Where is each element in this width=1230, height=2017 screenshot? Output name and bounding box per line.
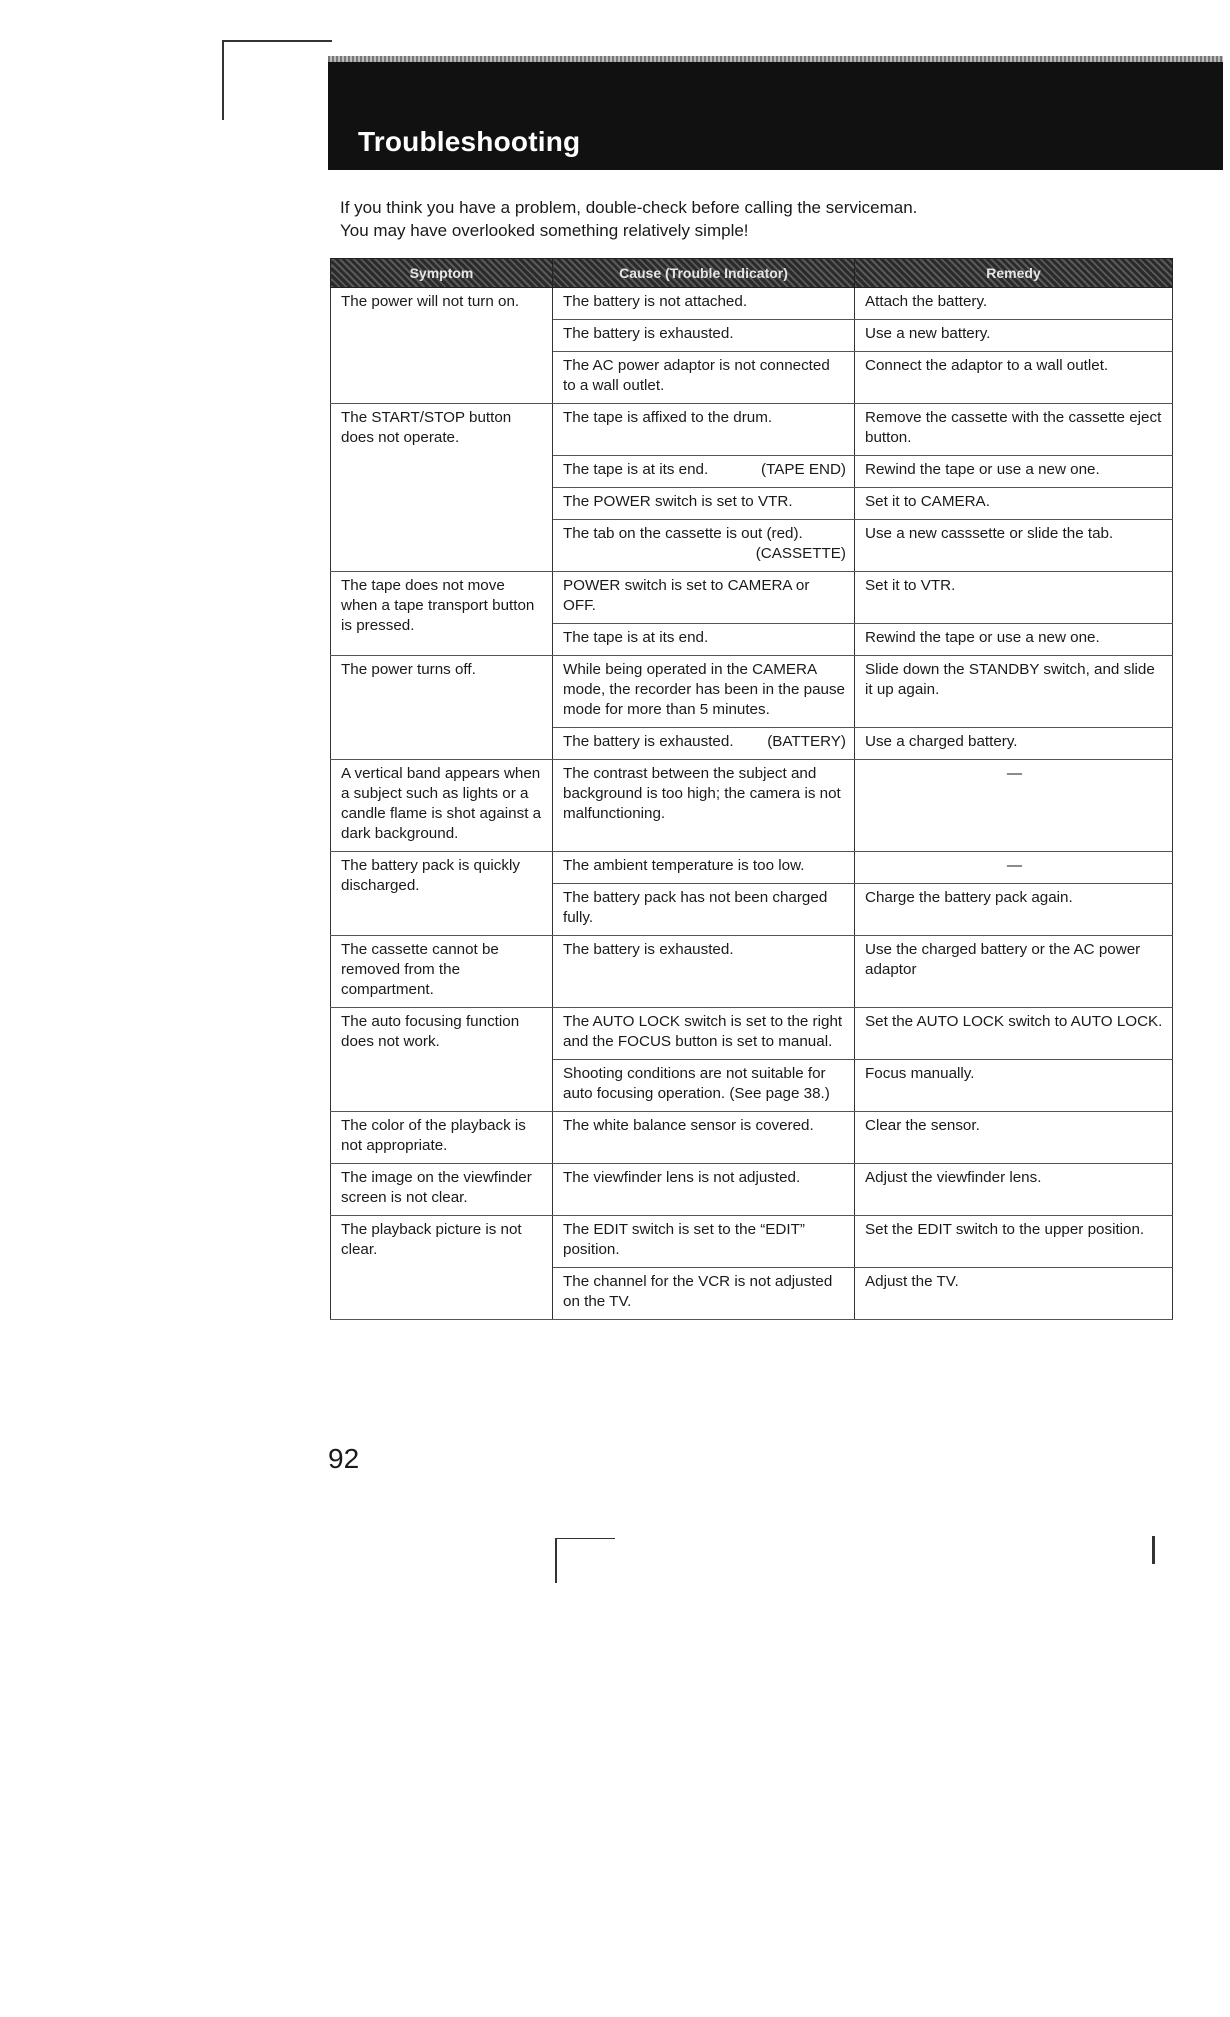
cause-cell: While being operated in the CAMERA mode, the recorder has been in the pause mode for more than 5 minutes. xyxy=(553,656,855,728)
page-title: Troubleshooting xyxy=(358,126,581,157)
remedy-cell: Slide down the STANDBY switch, and slide it up again. xyxy=(855,656,1173,728)
table-row xyxy=(331,288,1173,320)
cause-cell: The ambient temperature is too low. xyxy=(553,852,855,884)
cause-cell: The AUTO LOCK switch is set to the right and the FOCUS button is set to manual. xyxy=(553,1008,855,1060)
cause-cell: POWER switch is set to CAMERA or OFF. xyxy=(553,572,855,624)
remedy-cell: Connect the adaptor to a wall outlet. xyxy=(855,352,1173,404)
intro-text xyxy=(340,196,917,242)
cause-cell: The battery is exhausted. xyxy=(553,320,855,352)
remedy-cell: — xyxy=(855,852,1173,884)
cause-cell: The battery is not attached. xyxy=(553,288,855,320)
remedy-cell: Set the AUTO LOCK switch to AUTO LOCK. xyxy=(855,1008,1173,1060)
table-row xyxy=(331,572,1173,624)
cause-cell: The channel for the VCR is not adjusted on the TV. xyxy=(553,1268,855,1320)
remedy-cell: — xyxy=(855,760,1173,852)
remedy-cell: Set the EDIT switch to the upper position. xyxy=(855,1216,1173,1268)
cause-cell: The battery pack has not been charged fully. xyxy=(553,884,855,936)
remedy-cell: Set it to VTR. xyxy=(855,572,1173,624)
cause-cell: The POWER switch is set to VTR. xyxy=(553,488,855,520)
remedy-cell: Use a charged battery. xyxy=(855,728,1173,760)
cause-cell: The AC power adaptor is not connected to a wall outlet. xyxy=(553,352,855,404)
table-row xyxy=(331,1164,1173,1216)
remedy-cell: Rewind the tape or use a new one. xyxy=(855,456,1173,488)
remedy-cell: Use a new battery. xyxy=(855,320,1173,352)
remedy-cell: Adjust the TV. xyxy=(855,1268,1173,1320)
table-row xyxy=(331,852,1173,884)
symptom-cell: The battery pack is quickly discharged. xyxy=(331,852,553,936)
remedy-cell: Adjust the viewfinder lens. xyxy=(855,1164,1173,1216)
scan-mark xyxy=(222,40,332,42)
symptom-cell: The image on the viewfinder screen is not clear. xyxy=(331,1164,553,1216)
table-row xyxy=(331,404,1173,456)
cause-cell: The tape is at its end. xyxy=(553,624,855,656)
cause-cell xyxy=(553,456,855,488)
scan-mark xyxy=(222,40,224,120)
table-header-row xyxy=(331,259,1173,288)
troubleshooting-table xyxy=(330,258,1173,1320)
symptom-cell: The tape does not move when a tape transport button is pressed. xyxy=(331,572,553,656)
cause-text: The battery is exhausted. xyxy=(563,733,734,750)
symptom-cell: The START/STOP button does not operate. xyxy=(331,404,553,572)
page-number: 92 xyxy=(328,1443,360,1474)
table-row xyxy=(331,1216,1173,1268)
remedy-cell: Set it to CAMERA. xyxy=(855,488,1173,520)
trouble-indicator: (BATTERY) xyxy=(767,733,846,750)
symptom-cell: The color of the playback is not appropriate. xyxy=(331,1112,553,1164)
remedy-cell: Charge the battery pack again. xyxy=(855,884,1173,936)
symptom-cell: The power turns off. xyxy=(331,656,553,760)
cause-cell xyxy=(553,728,855,760)
symptom-cell: The cassette cannot be removed from the compartment. xyxy=(331,936,553,1008)
intro-line: You may have overlooked something relatively simple! xyxy=(340,221,749,240)
cause-cell: The battery is exhausted. xyxy=(553,936,855,1008)
remedy-cell: Rewind the tape or use a new one. xyxy=(855,624,1173,656)
scan-mark xyxy=(555,1538,615,1539)
symptom-cell: The power will not turn on. xyxy=(331,288,553,404)
header-remedy: Remedy xyxy=(855,259,1173,288)
cause-text: The tab on the cassette is out (red). xyxy=(563,525,803,542)
cause-cell: The contrast between the subject and background is too high; the camera is not malfunctioning. xyxy=(553,760,855,852)
scan-mark xyxy=(555,1538,557,1583)
table-row xyxy=(331,760,1173,852)
header-symptom: Symptom xyxy=(331,259,553,288)
table-row xyxy=(331,1112,1173,1164)
cause-text: The tape is at its end. xyxy=(563,461,709,478)
scan-mark xyxy=(1152,1536,1155,1564)
intro-line: If you think you have a problem, double-check before calling the serviceman. xyxy=(340,198,918,217)
symptom-cell: The playback picture is not clear. xyxy=(331,1216,553,1320)
cause-cell: The EDIT switch is set to the “EDIT” position. xyxy=(553,1216,855,1268)
cause-cell: The tape is affixed to the drum. xyxy=(553,404,855,456)
trouble-indicator: (CASSETTE) xyxy=(755,545,846,562)
cause-cell: The viewfinder lens is not adjusted. xyxy=(553,1164,855,1216)
cause-cell xyxy=(553,520,855,572)
table-row xyxy=(331,1008,1173,1060)
cause-cell: The white balance sensor is covered. xyxy=(553,1112,855,1164)
remedy-cell: Clear the sensor. xyxy=(855,1112,1173,1164)
remedy-cell: Use a new casssette or slide the tab. xyxy=(855,520,1173,572)
header-cause: Cause (Trouble Indicator) xyxy=(553,259,855,288)
cause-cell: Shooting conditions are not suitable for auto focusing operation. (See page 38.) xyxy=(553,1060,855,1112)
remedy-cell: Remove the cassette with the cassette eject button. xyxy=(855,404,1173,456)
remedy-cell: Attach the battery. xyxy=(855,288,1173,320)
table-row xyxy=(331,936,1173,1008)
symptom-cell: The auto focusing function does not work. xyxy=(331,1008,553,1112)
symptom-cell: A vertical band appears when a subject such as lights or a candle flame is shot against a dark background. xyxy=(331,760,553,852)
trouble-indicator: (TAPE END) xyxy=(761,461,846,478)
remedy-cell: Use the charged battery or the AC power adaptor xyxy=(855,936,1173,1008)
table-row xyxy=(331,656,1173,728)
remedy-cell: Focus manually. xyxy=(855,1060,1173,1112)
table-body xyxy=(331,288,1173,1320)
